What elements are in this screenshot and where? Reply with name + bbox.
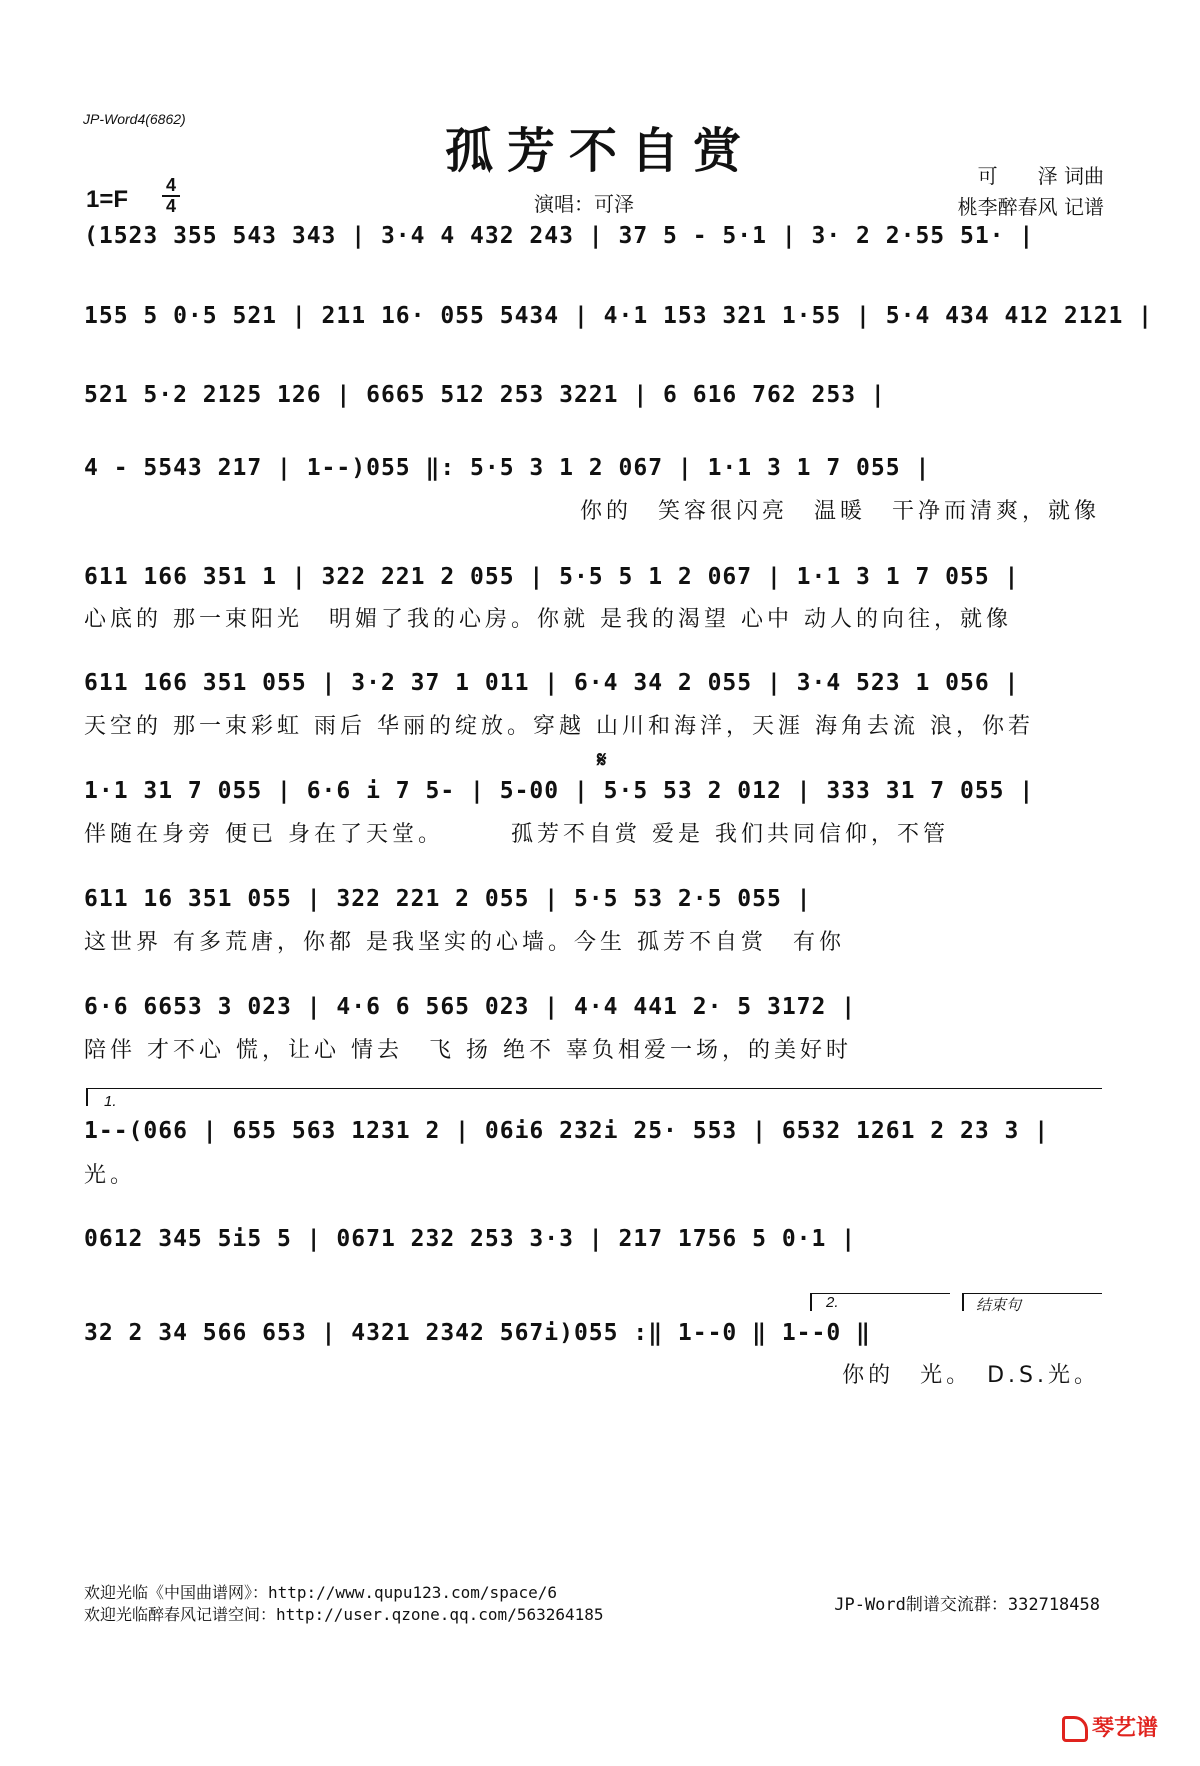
- segno-mark: 𝄋: [597, 748, 607, 773]
- score-line-9: 6·6 6653 3 023 | 4·6 6 565 023 | 4·4 441 2· 5 3172 |: [84, 994, 857, 1020]
- ending-1-label: 1.: [104, 1093, 117, 1110]
- lyrics-line-8: 这世界 有多荒唐，你都 是我坚实的心墙。今生 孤芳不自赏 有你: [84, 930, 845, 955]
- score-line-4: 4 - 5543 217 | 1--)055 ‖: 5·5 3 1 2 067 | 1·1 3 1 7 055 |: [84, 455, 931, 481]
- score-line-5: 611 166 351 1 | 322 221 2 055 | 5·5 5 1 2 067 | 1·1 3 1 7 055 |: [84, 564, 1020, 590]
- lyrics-line-7: 伴随在身旁 便已 身在了天堂。 孤芳不自赏 爱是 我们共同信仰，不管: [84, 822, 949, 847]
- coda-bracket-tick: [962, 1293, 964, 1311]
- footer-group: JP-Word制谱交流群：332718458: [834, 1595, 1100, 1615]
- score-line-12: 32 2 34 566 653 | 4321 2342 567i)055 :‖ 1--0 ‖ 1--0 ‖: [84, 1320, 871, 1346]
- software-version: JP-Word4(6862): [83, 111, 186, 127]
- song-title: 孤芳不自赏: [444, 123, 755, 179]
- score-line-3: 521 5·2 2125 126 | 6665 512 253 3221 | 6 616 762 253 |: [84, 382, 886, 408]
- footer-site-link[interactable]: 欢迎光临《中国曲谱网》：http://www.qupu123.com/space/6: [84, 1583, 557, 1602]
- coda-label: 结束句: [976, 1297, 1022, 1314]
- lyricist-composer: 可 泽 词曲: [977, 164, 1104, 188]
- footer-space-link[interactable]: 欢迎光临醉春风记谱空间：http://user.qzone.qq.com/563264185: [84, 1605, 604, 1624]
- lyrics-line-9: 陪伴 才不心 慌，让心 情去 飞 扬 绝不 辜负相爱一场，的美好时: [84, 1038, 852, 1063]
- score-line-8: 611 16 351 055 | 322 221 2 055 | 5·5 53 2·5 055 |: [84, 886, 812, 912]
- lyrics-line-10: 光。: [84, 1163, 137, 1188]
- ending-1-bracket-tick: [86, 1088, 88, 1106]
- time-bottom: 4: [165, 196, 176, 216]
- lyrics-line-5: 心底的 那一束阳光 明媚了我的心房。你就 是我的渴望 心中 动人的向往，就像: [84, 607, 1012, 632]
- ending-1-bracket: [86, 1088, 1102, 1089]
- logo-icon: [1062, 1716, 1088, 1742]
- score-line-11: 0612 345 5i5 5 | 0671 232 253 3·3 | 217 1756 5 0·1 |: [84, 1226, 857, 1252]
- score-line-6: 611 166 351 055 | 3·2 37 1 011 | 6·4 34 2 055 | 3·4 523 1 056 |: [84, 670, 1020, 696]
- ending-2-label: 2.: [826, 1294, 839, 1311]
- lyrics-line-12: 你的 光。 D.S.光。: [842, 1363, 1100, 1388]
- logo-text: 琴艺谱: [1091, 1716, 1158, 1741]
- lyrics-line-4: 你的 笑容很闪亮 温暖 干净而清爽，就像: [579, 499, 1100, 524]
- score-line-10: 1--(066 | 655 563 1231 2 | 06i6 232i 25· 553 | 6532 1261 2 23 3 |: [84, 1118, 1050, 1144]
- watermark-logo: [1062, 1711, 1158, 1742]
- score-line-2: 155 5 0·5 521 | 211 16· 055 5434 | 4·1 153 321 1·55 | 5·4 434 412 2121 |: [84, 303, 1153, 329]
- score-line-1: (1523 355 543 343 | 3·4 4 432 243 | 37 5 - 5·1 | 3· 2 2·55 51· |: [84, 223, 1035, 249]
- ending-2-bracket-tick: [810, 1293, 812, 1311]
- score-line-7: 1·1 31 7 055 | 6·6 i 7 5- | 5-00 | 5·5 53 2 012 | 333 31 7 055 |: [84, 778, 1035, 804]
- transcriber: 桃李醉春风 记谱: [957, 195, 1104, 219]
- key-signature: 1=F: [86, 186, 129, 213]
- lyrics-line-6: 天空的 那一束彩虹 雨后 华丽的绽放。穿越 山川和海洋，天涯 海角去流 浪，你若: [84, 714, 1034, 739]
- singer: 演唱：可泽: [534, 192, 634, 216]
- time-signature: [160, 176, 182, 216]
- time-top: 4: [165, 175, 176, 195]
